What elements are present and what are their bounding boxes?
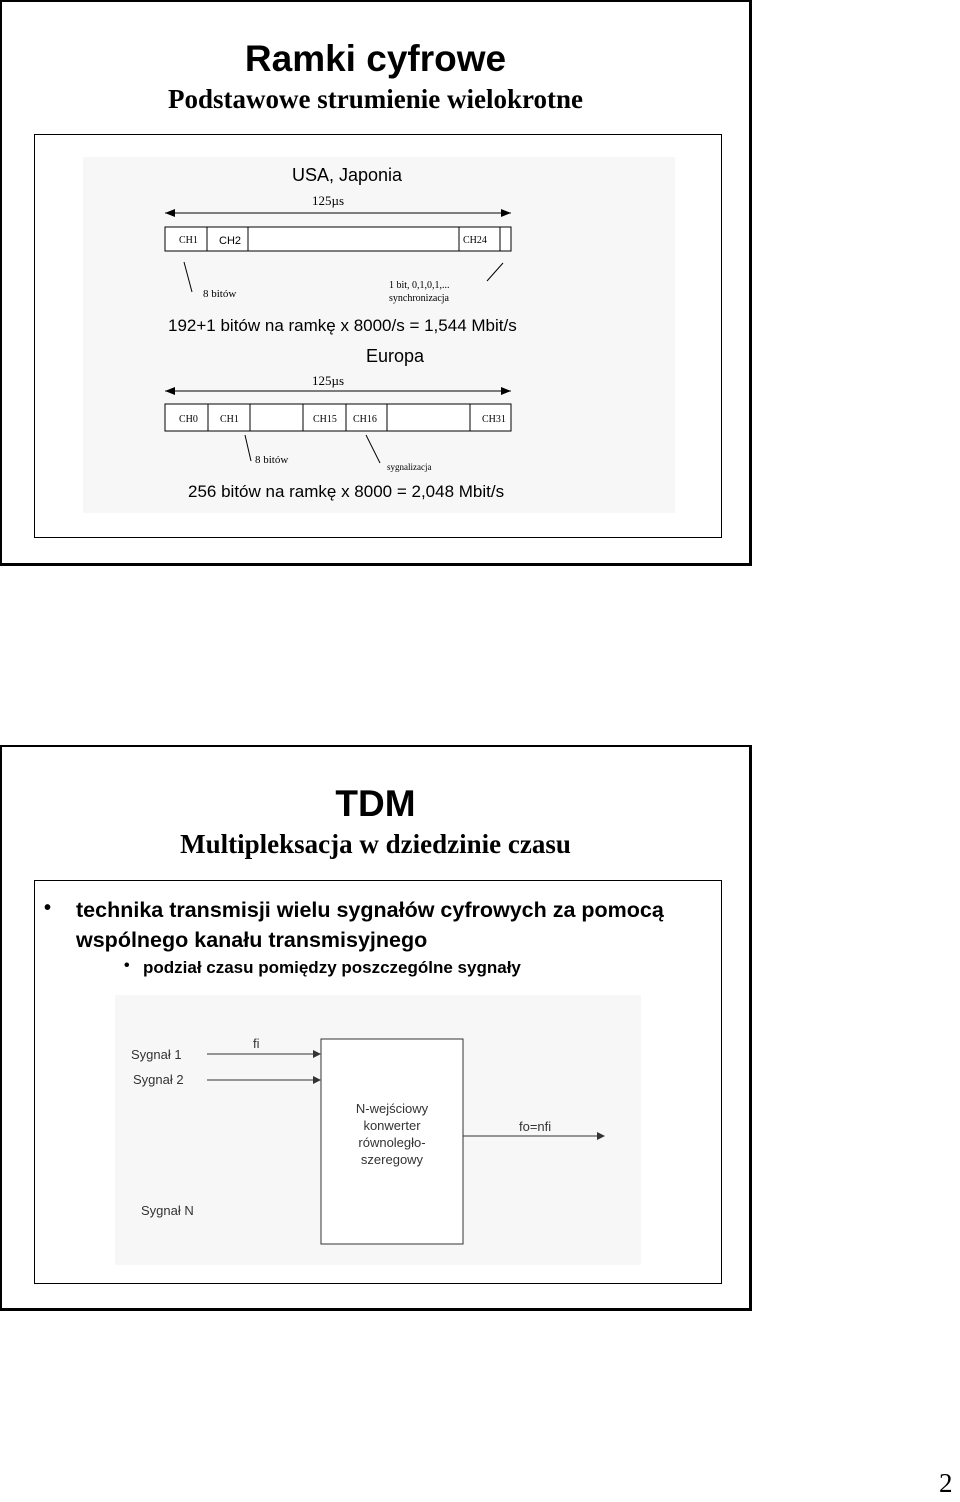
slide-tdm	[0, 745, 752, 1311]
europe-signal-note: sygnalizacja	[387, 462, 432, 472]
europe-channel-ch15: CH15	[313, 414, 337, 425]
frame-structure-diagram	[35, 135, 721, 537]
usa-channel-ch2: CH2	[219, 235, 242, 247]
usa-frame	[165, 227, 511, 251]
usa-period-label: 125µs	[311, 193, 345, 208]
signal-1-label: Sygnał 1	[131, 1047, 182, 1062]
europe-channel-ch31: CH31	[482, 414, 506, 425]
output-frequency-label: fo=nfi	[519, 1119, 552, 1134]
bullet-sub	[124, 957, 521, 979]
bullet-dot: •	[124, 957, 130, 974]
converter-label-line1: N-wejściowy	[355, 1101, 429, 1116]
signal-n-label: Sygnał N	[141, 1203, 194, 1218]
converter-label-line4: szeregowy	[360, 1152, 424, 1167]
usa-bits-note: 8 bitów	[203, 288, 237, 300]
bullet-main-text: technika transmisji wielu sygnałów cyfrowych za pomocą wspólnego kanału transmisyjnego	[76, 898, 664, 952]
slide-subtitle: Multipleksacja w dziedzinie czasu	[180, 829, 571, 859]
usa-channel-ch24: CH24	[463, 235, 487, 246]
usa-sync-note-line1: 1 bit, 0,1,0,1,...	[389, 280, 450, 291]
usa-heading: USA, Japonia	[291, 165, 403, 185]
input-frequency-label: fi	[253, 1036, 260, 1051]
frame-diagram-box	[34, 134, 722, 538]
bullet-sub-text: podział czasu pomiędzy poszczególne sygnały	[143, 958, 521, 977]
converter-label-line3: równoległo-	[358, 1135, 426, 1150]
slide-ramki-cyfrowe	[0, 0, 752, 566]
slide-subtitle: Podstawowe strumienie wielokrotne	[168, 84, 583, 114]
europe-frame	[165, 404, 511, 431]
usa-sync-note-line2: synchronizacja	[389, 293, 449, 304]
slide-title: Ramki cyfrowe	[244, 38, 507, 79]
europe-bits-note: 8 bitów	[255, 454, 289, 466]
europe-channel-ch0: CH0	[179, 414, 198, 425]
bullet-dot: •	[44, 897, 52, 919]
page-number: 2	[939, 1468, 953, 1498]
signal-2-label: Sygnał 2	[133, 1072, 184, 1087]
europe-channel-ch16: CH16	[353, 414, 377, 425]
europe-channel-ch1: CH1	[220, 414, 239, 425]
slide-title: TDM	[335, 783, 416, 824]
europe-heading: Europa	[365, 346, 425, 366]
bullet-main	[44, 895, 730, 955]
usa-channel-ch1: CH1	[179, 235, 198, 246]
converter-label-line2: konwerter	[363, 1118, 421, 1133]
europe-bitrate: 256 bitów na ramkę x 8000 = 2,048 Mbit/s	[188, 482, 505, 501]
europe-period-label: 125µs	[311, 373, 345, 388]
usa-bitrate: 192+1 bitów na ramkę x 8000/s = 1,544 Mbit/s	[168, 316, 517, 335]
